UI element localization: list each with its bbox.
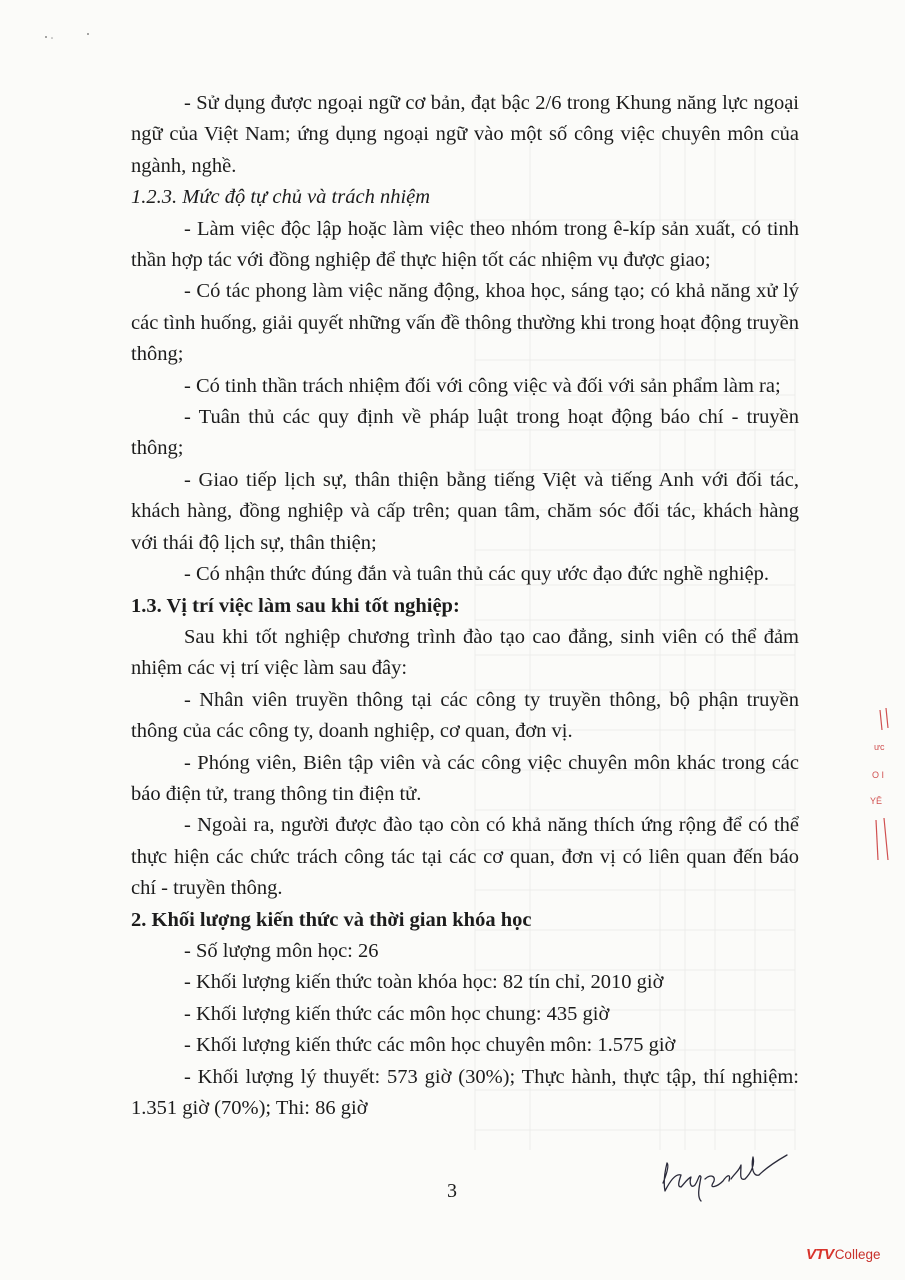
- red-stamp-fragment: [868, 700, 905, 880]
- svg-text:YÊ: YÊ: [870, 796, 883, 806]
- paragraph-subject-count: - Số lượng môn học: 26: [184, 939, 379, 962]
- paragraph-job-communications-staff: - Nhân viên truyền thông tại các công ty truyền thông, bộ phận truyền thông của các công ty, doanh nghiệp, cơ quan, đơn vị.: [131, 688, 799, 743]
- paragraph-teamwork: - Làm việc độc lập hoặc làm việc theo nhóm trong ê-kíp sản xuất, có tinh thần hợp tác với đồng nghiệp để thực hiện tốt các nhiệm vụ được giao;: [131, 217, 799, 272]
- document-body: [131, 88, 799, 1124]
- section-heading-workload: 2. Khối lượng kiến thức và thời gian khóa học: [131, 908, 532, 931]
- page-number: 3: [447, 1180, 457, 1202]
- paragraph-law-compliance: - Tuân thủ các quy định về pháp luật trong hoạt động báo chí - truyền thông;: [131, 406, 799, 460]
- svg-text:ưc: ưc: [874, 742, 885, 752]
- subsection-heading-autonomy: 1.2.3. Mức độ tự chủ và trách nhiệm: [131, 186, 431, 209]
- paragraph-job-other: - Ngoài ra, người được đào tạo còn có khả năng thích ứng rộng để có thể thực hiện các chức trách công tác tại các cơ quan, đơn vị có liên quan đến báo chí - truyền thông.: [131, 814, 799, 900]
- paragraph-total-workload: - Khối lượng kiến thức toàn khóa học: 82 tín chỉ, 2010 giờ: [184, 971, 664, 994]
- handwritten-signature: [655, 1143, 795, 1203]
- paragraph-theory-practice: - Khối lượng lý thuyết: 573 giờ (30%); Thực hành, thực tập, thí nghiệm: 1.351 giờ (70%); Thi: 86 giờ: [131, 1065, 799, 1119]
- vtv-college-logo: [806, 1243, 880, 1265]
- paragraph-responsibility: - Có tinh thần trách nhiệm đối với công việc và đối với sản phẩm làm ra;: [184, 374, 781, 397]
- paragraph-job-reporter: - Phóng viên, Biên tập viên và các công việc chuyên môn khác trong các báo điện tử, trang thông tin điện tử.: [131, 751, 799, 805]
- paragraph-work-style: - Có tác phong làm việc năng động, khoa học, sáng tạo; có khả năng xử lý các tình huống, giải quyết những vấn đề thông thường khi trong hoạt động truyền thông;: [131, 280, 799, 366]
- paragraph-ethics: - Có nhận thức đúng đắn và tuân thủ các quy ước đạo đức nghề nghiệp.: [184, 563, 769, 586]
- svg-text:O I: O I: [872, 770, 885, 780]
- paragraph-communication: - Giao tiếp lịch sự, thân thiện bằng tiếng Việt và tiếng Anh với đối tác, khách hàng, đồng nghiệp và cấp trên; quan tâm, chăm sóc đối tác, khách hàng với thái độ lịch sự, thân thiện;: [131, 468, 799, 554]
- logo-brand: VTV: [806, 1245, 834, 1263]
- scan-specks: [40, 30, 100, 42]
- paragraph-foreign-language: - Sử dụng được ngoại ngữ cơ bản, đạt bậc 2/6 trong Khung năng lực ngoại ngữ của Việt Nam; ứng dụng ngoại ngữ vào một số công việc chuyên môn của ngành, nghề.: [131, 92, 799, 177]
- paragraph-general-workload: - Khối lượng kiến thức các môn học chung: 435 giờ: [184, 1002, 610, 1025]
- paragraph-major-workload: - Khối lượng kiến thức các môn học chuyên môn: 1.575 giờ: [184, 1034, 676, 1057]
- logo-suffix: College: [834, 1246, 881, 1262]
- section-heading-job-positions: 1.3. Vị trí việc làm sau khi tốt nghiệp:: [131, 594, 460, 617]
- paragraph-job-intro: Sau khi tốt nghiệp chương trình đào tạo cao đẳng, sinh viên có thể đảm nhiệm các vị trí việc làm sau đây:: [131, 625, 799, 680]
